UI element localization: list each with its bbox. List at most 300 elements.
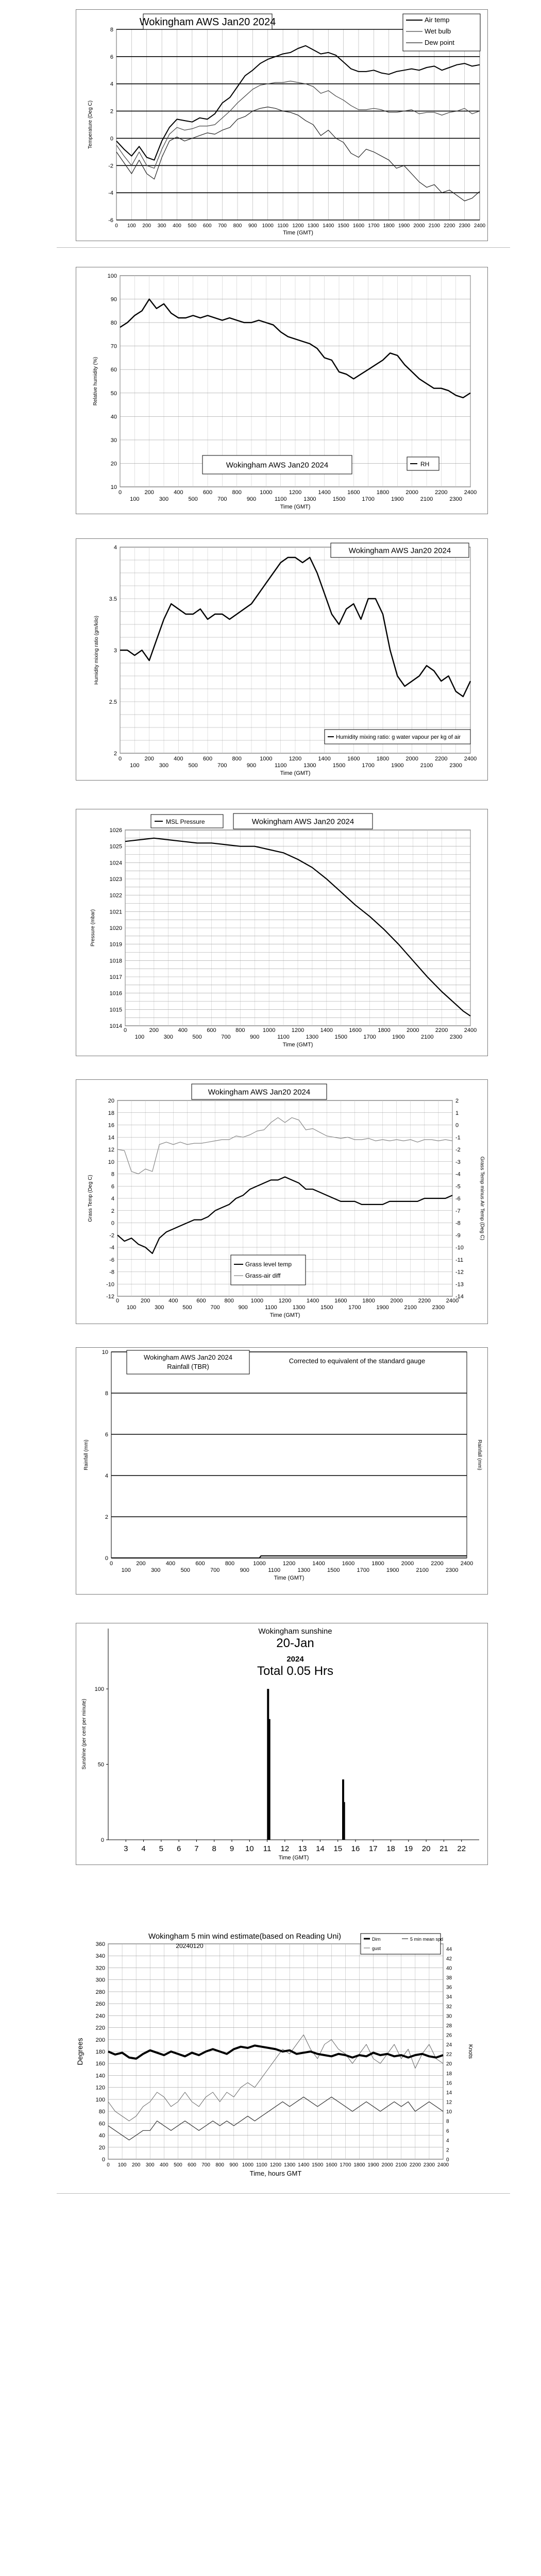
- y-tick-label: -6: [455, 1196, 461, 1202]
- x-tick-label: 18: [386, 1844, 395, 1853]
- legend-label: Wet bulb: [425, 27, 451, 35]
- chart-title: Wokingham AWS Jan20 2024: [226, 461, 329, 470]
- wind-chart-panel: [57, 1929, 484, 2187]
- x-tick-label: 1600: [347, 489, 360, 496]
- y-tick-label: 90: [110, 296, 117, 303]
- rainfall-chart-panel: [76, 1347, 488, 1595]
- x-tick-label: 900: [238, 1304, 248, 1311]
- x-tick-label: 2200: [435, 1027, 448, 1033]
- x-tick-label: 1400: [318, 756, 331, 762]
- x-tick-label: 1000: [242, 2162, 253, 2168]
- y-tick-label: -12: [455, 1269, 464, 1276]
- y-tick-label-right: 12: [446, 2099, 452, 2106]
- x-tick-label: 700: [210, 1567, 220, 1573]
- y-tick-label-right: 42: [446, 1956, 452, 1962]
- y-tick-label-right: 0: [446, 2157, 449, 2163]
- y-tick-label: 80: [98, 2109, 105, 2115]
- y-tick-label: 4: [110, 81, 113, 88]
- y-tick-label: 2.5: [109, 699, 117, 705]
- y-tick-label: 1026: [109, 827, 122, 834]
- x-tick-label: 1800: [376, 489, 390, 496]
- x-tick-label: 1600: [347, 756, 360, 762]
- x-tick-label: 500: [182, 1304, 192, 1311]
- x-tick-label: 1000: [262, 1027, 276, 1033]
- y-tick-label: -8: [455, 1220, 461, 1227]
- y-tick-label: 0: [102, 2157, 105, 2163]
- x-tick-label: 2100: [395, 2162, 407, 2168]
- y-tick-label: 60: [98, 2121, 105, 2127]
- x-tick-label: 700: [217, 762, 227, 769]
- sunshine-bar: [268, 1719, 270, 1840]
- y-tick-label: 2: [455, 1098, 459, 1104]
- y-tick-label: 2: [110, 108, 113, 115]
- y-tick-label-right: 44: [446, 1946, 452, 1953]
- y-tick-label-right: 38: [446, 1975, 452, 1981]
- y-tick-label: 20: [98, 2144, 105, 2151]
- chart-title: Wokingham AWS Jan20 2024: [139, 16, 276, 28]
- x-tick-label: 300: [159, 496, 169, 502]
- x-tick-label: 2000: [401, 1561, 414, 1567]
- humidity-chart: [76, 267, 487, 514]
- y-tick-label: -2: [108, 163, 113, 170]
- chart-subtitle: 20240120: [176, 1942, 204, 1950]
- y-tick-label: 1014: [109, 1023, 122, 1029]
- x-tick-label: 700: [221, 1034, 231, 1040]
- pressure-chart: [76, 809, 487, 1056]
- y-axis-label: Sunshine (per cent per minute): [81, 1699, 87, 1770]
- x-tick-label: 1500: [332, 496, 346, 502]
- y-tick-label: 70: [110, 343, 117, 350]
- x-axis-label: Time (GMT): [274, 1575, 305, 1581]
- y-tick-label-right: 16: [446, 2080, 452, 2087]
- y-tick-label: 60: [110, 367, 117, 374]
- y-tick-label: 1019: [109, 941, 122, 948]
- legend-label: Dirn: [372, 1937, 381, 1942]
- x-tick-label: 0: [118, 489, 122, 496]
- x-tick-label: 300: [163, 1034, 173, 1040]
- y-tick-label: 1016: [109, 990, 122, 997]
- grass-temp-chart-panel: [76, 1079, 488, 1324]
- x-axis-label: Time (GMT): [283, 230, 313, 236]
- temperature-chart-panel: [76, 9, 488, 241]
- x-tick-label: 1400: [298, 2162, 310, 2168]
- y-tick-label: 100: [107, 273, 117, 279]
- y-tick-label: 1023: [109, 876, 122, 883]
- x-tick-label: 2300: [449, 762, 462, 769]
- sunshine-chart: [76, 1623, 487, 1865]
- y-tick-label: 1: [455, 1110, 459, 1116]
- y-tick-label: 280: [95, 1989, 105, 1995]
- y-tick-label: 50: [110, 390, 117, 397]
- x-tick-label: 100: [134, 1034, 145, 1040]
- x-tick-label: 1300: [303, 496, 316, 502]
- y-tick-label: 4: [105, 1473, 108, 1479]
- y-tick-label: 360: [95, 1941, 105, 1947]
- y-tick-label: 12: [108, 1147, 114, 1153]
- x-tick-label: 200: [149, 1027, 159, 1033]
- x-tick-label: 2200: [435, 489, 448, 496]
- x-tick-label: 1800: [371, 1561, 384, 1567]
- chart-date: 20-Jan: [276, 1636, 314, 1650]
- sunshine-chart-panel: [76, 1623, 488, 1865]
- x-tick-label: 200: [131, 2162, 141, 2168]
- x-tick-label: 1700: [362, 762, 375, 769]
- pressure-chart-panel: [76, 809, 488, 1056]
- y-tick-label: 18: [108, 1110, 114, 1116]
- x-tick-label: 900: [248, 223, 257, 229]
- x-tick-label: 1500: [327, 1567, 340, 1573]
- x-tick-label: 1300: [297, 1567, 310, 1573]
- y-tick-label: -4: [109, 1245, 114, 1251]
- x-tick-label: 1700: [363, 1034, 376, 1040]
- y-tick-label: 1018: [109, 958, 122, 964]
- x-tick-label: 600: [202, 756, 213, 762]
- x-tick-label: 1200: [292, 223, 304, 229]
- x-tick-label: 1200: [289, 489, 302, 496]
- x-tick-label: 200: [136, 1561, 146, 1567]
- x-tick-label: 500: [188, 762, 198, 769]
- x-tick-label: 1600: [352, 223, 365, 229]
- x-tick-label: 600: [195, 1561, 205, 1567]
- y-tick-label: -1: [455, 1134, 461, 1141]
- y-tick-label: 8: [105, 1391, 108, 1397]
- x-tick-label: 500: [192, 1034, 202, 1040]
- x-tick-label: 200: [144, 489, 154, 496]
- x-tick-label: 2200: [418, 1298, 431, 1304]
- x-tick-label: 2200: [444, 223, 455, 229]
- y-tick-label-right: 2: [446, 2147, 449, 2154]
- x-axis-label: Time (GMT): [282, 1042, 313, 1048]
- y-tick-label: 1020: [109, 925, 122, 931]
- chart-year: 2024: [286, 1655, 304, 1664]
- y-tick-label: -7: [455, 1208, 461, 1214]
- chart-title: Wokingham AWS Jan20 2024: [251, 817, 354, 826]
- x-tick-label: 800: [224, 1298, 234, 1304]
- x-tick-label: 4: [141, 1844, 146, 1853]
- y-tick-label: 40: [98, 2132, 105, 2139]
- x-tick-label: 900: [246, 496, 257, 502]
- x-tick-label: 1900: [391, 496, 404, 502]
- x-tick-label: 1900: [391, 762, 404, 769]
- y-tick-label: 10: [108, 1159, 114, 1165]
- x-tick-label: 1300: [306, 1034, 319, 1040]
- y-tick-label: 3: [113, 648, 117, 654]
- y-tick-label: 140: [95, 2073, 105, 2079]
- legend-label: Grass level temp: [245, 1261, 292, 1268]
- x-tick-label: 200: [142, 223, 151, 229]
- y-tick-label: 340: [95, 1953, 105, 1960]
- x-tick-label: 1600: [334, 1298, 347, 1304]
- x-tick-label: 2300: [459, 223, 470, 229]
- y-tick-label: -4: [455, 1171, 461, 1178]
- legend-label: 5 min mean spd: [410, 1937, 444, 1942]
- sunshine-bar: [343, 1802, 345, 1840]
- x-tick-label: 17: [368, 1844, 378, 1853]
- y-tick-label: 320: [95, 1965, 105, 1972]
- x-tick-label: 2300: [446, 1567, 459, 1573]
- y-tick-label-right: 32: [446, 2004, 452, 2010]
- x-tick-label: 700: [210, 1304, 220, 1311]
- x-tick-label: 20: [421, 1844, 431, 1853]
- wind-chart: [57, 1929, 484, 2187]
- chart-title: Wokingham AWS Jan20 2024: [348, 546, 451, 555]
- y-tick-label: -5: [455, 1183, 461, 1190]
- y-tick-label-right: 8: [446, 2119, 449, 2125]
- x-tick-label: 1100: [277, 223, 289, 229]
- y-axis-label: Grass Temp (Deg C): [88, 1175, 93, 1222]
- y-tick-label: 100: [95, 2096, 105, 2103]
- y-tick-label-right: 40: [446, 1965, 452, 1972]
- x-tick-label: 500: [188, 496, 198, 502]
- x-tick-label: 2000: [405, 756, 418, 762]
- x-tick-label: 1500: [312, 2162, 324, 2168]
- x-tick-label: 15: [333, 1844, 343, 1853]
- y-tick-label: 240: [95, 2013, 105, 2020]
- x-tick-label: 2100: [420, 496, 433, 502]
- x-tick-label: 2300: [423, 2162, 435, 2168]
- y-tick-label: 1022: [109, 892, 122, 899]
- y-tick-label-right: 28: [446, 2023, 452, 2029]
- x-tick-label: 1300: [303, 762, 316, 769]
- x-tick-label: 14: [316, 1844, 325, 1853]
- x-tick-label: 1800: [376, 756, 390, 762]
- x-tick-label: 22: [457, 1844, 466, 1853]
- x-tick-label: 1600: [342, 1561, 355, 1567]
- x-tick-label: 800: [235, 1027, 245, 1033]
- x-tick-label: 2000: [381, 2162, 393, 2168]
- y-tick-label: -6: [108, 217, 113, 224]
- y-tick-label: 80: [110, 320, 117, 327]
- x-tick-label: 2100: [421, 1034, 434, 1040]
- y-tick-label: -2: [109, 1232, 114, 1239]
- y-tick-label: -13: [455, 1281, 464, 1288]
- x-tick-label: 0: [109, 1561, 113, 1567]
- y-tick-label: 0: [455, 1122, 459, 1129]
- y-tick-label: 300: [95, 1977, 105, 1984]
- x-tick-label: 900: [229, 2162, 239, 2168]
- x-tick-label: 1800: [362, 1298, 375, 1304]
- y-tick-label: 0: [100, 1837, 104, 1843]
- x-tick-label: 1900: [376, 1304, 389, 1311]
- y-tick-label: -14: [455, 1294, 464, 1300]
- humidity-chart-panel: [76, 267, 488, 514]
- x-tick-label: 1000: [253, 1561, 266, 1567]
- x-tick-label: 19: [404, 1844, 413, 1853]
- x-tick-label: 1100: [277, 1034, 290, 1040]
- y-tick-label: 10: [110, 484, 117, 490]
- x-tick-label: 500: [174, 2162, 182, 2168]
- x-tick-label: 2300: [449, 1034, 463, 1040]
- chart-title: Wokingham AWS Jan20 2024: [208, 1088, 311, 1097]
- x-tick-label: 1500: [332, 762, 346, 769]
- x-tick-label: 600: [196, 1298, 206, 1304]
- y-tick-label-right: 36: [446, 1985, 452, 1991]
- y-tick-label: -2: [455, 1147, 461, 1153]
- y-tick-label: -9: [455, 1232, 461, 1239]
- x-tick-label: 400: [178, 1027, 188, 1033]
- x-tick-label: 1100: [256, 2162, 267, 2168]
- mixing-ratio-chart-panel: [76, 538, 488, 781]
- x-tick-label: 2400: [460, 1561, 474, 1567]
- y-axis-label: Degrees: [76, 2038, 84, 2065]
- x-tick-label: 500: [180, 1567, 190, 1573]
- x-tick-label: 300: [159, 762, 169, 769]
- y-tick-label: -4: [108, 190, 113, 197]
- x-tick-label: 1600: [349, 1027, 362, 1033]
- x-tick-label: 1100: [274, 762, 287, 769]
- y-tick-label: 1017: [109, 974, 122, 980]
- chart-title: Wokingham sunshine: [258, 1627, 332, 1636]
- legend-label: Air temp: [425, 16, 450, 24]
- x-axis-label: Time (GMT): [280, 770, 311, 776]
- y-tick-label: 20: [110, 461, 117, 467]
- mixing-ratio-chart: [76, 539, 487, 780]
- x-tick-label: 1200: [289, 756, 302, 762]
- x-tick-label: 300: [155, 1304, 164, 1311]
- y-tick-label-right: 14: [446, 2090, 452, 2096]
- x-tick-label: 1800: [383, 223, 395, 229]
- y-tick-label: 2: [111, 1208, 114, 1214]
- y-axis-label: Humidity mixing ratio (gm/kilo): [94, 616, 99, 685]
- x-tick-label: 600: [207, 1027, 216, 1033]
- chart-total: Total 0.05 Hrs: [257, 1664, 334, 1678]
- y-tick-label: 30: [110, 437, 117, 444]
- x-tick-label: 2400: [464, 756, 477, 762]
- y-axis-label: Rainfall (mm): [83, 1439, 89, 1470]
- y-tick-label: 0: [110, 135, 113, 142]
- y-tick-label: -6: [109, 1257, 114, 1263]
- y-tick-label: 6: [110, 54, 113, 60]
- legend-label: Grass-air diff: [245, 1272, 281, 1279]
- separator: [57, 2193, 510, 2194]
- x-tick-label: 2000: [390, 1298, 403, 1304]
- x-tick-label: 8: [212, 1844, 216, 1853]
- x-tick-label: 1500: [320, 1304, 333, 1311]
- x-tick-label: 2400: [437, 2162, 449, 2168]
- y-tick-label: 2: [113, 751, 117, 757]
- x-tick-label: 300: [157, 223, 166, 229]
- chart-title: Wokingham 5 min wind estimate(based on Reading Uni): [148, 1932, 342, 1941]
- x-tick-label: 600: [188, 2162, 196, 2168]
- y-tick-label: 8: [111, 1171, 114, 1178]
- x-tick-label: 1100: [268, 1567, 281, 1573]
- x-tick-label: 700: [201, 2162, 210, 2168]
- x-tick-label: 1000: [250, 1298, 264, 1304]
- x-tick-label: 400: [173, 223, 181, 229]
- x-tick-label: 1300: [307, 223, 319, 229]
- x-tick-label: 12: [280, 1844, 290, 1853]
- x-tick-label: 2300: [449, 496, 462, 502]
- x-tick-label: 1100: [265, 1304, 277, 1311]
- x-tick-label: 800: [225, 1561, 235, 1567]
- legend-box: [231, 1255, 306, 1285]
- x-tick-label: 10: [245, 1844, 254, 1853]
- x-tick-label: 0: [123, 1027, 127, 1033]
- y-tick-label-right: 30: [446, 2013, 452, 2020]
- y-tick-label: 20: [108, 1098, 114, 1104]
- x-tick-label: 1000: [262, 223, 274, 229]
- x-tick-label: 300: [145, 2162, 155, 2168]
- rainfall-chart: [76, 1348, 487, 1594]
- x-tick-label: 100: [121, 1567, 131, 1573]
- x-tick-label: 1100: [274, 496, 287, 502]
- y-tick-label: 0: [105, 1555, 108, 1562]
- x-tick-label: 1400: [320, 1027, 333, 1033]
- x-tick-label: 1700: [357, 1567, 369, 1573]
- y-axis-label-right: Knots: [467, 2044, 474, 2059]
- x-tick-label: 11: [263, 1844, 272, 1853]
- x-tick-label: 100: [126, 1304, 137, 1311]
- y-tick-label: 100: [94, 1686, 104, 1693]
- x-tick-label: 1800: [353, 2162, 365, 2168]
- y-axis-label: Temperature (Deg C): [88, 100, 93, 149]
- x-tick-label: 1300: [292, 1304, 306, 1311]
- y-tick-label: 8: [110, 27, 113, 33]
- y-tick-label: 1015: [109, 1007, 122, 1013]
- x-tick-label: 800: [232, 489, 242, 496]
- y-tick-label-right: 4: [446, 2138, 449, 2144]
- x-tick-label: 1400: [323, 223, 334, 229]
- x-tick-label: 0: [115, 1298, 120, 1304]
- x-tick-label: 2400: [474, 223, 486, 229]
- x-axis-label: Time (GMT): [278, 1855, 309, 1861]
- x-tick-label: 1000: [260, 756, 273, 762]
- x-tick-label: 800: [215, 2162, 225, 2168]
- plot-area: [111, 1352, 467, 1558]
- x-tick-label: 2200: [409, 2162, 421, 2168]
- x-tick-label: 200: [140, 1298, 150, 1304]
- x-tick-label: 1700: [368, 223, 380, 229]
- y-tick-label: 1025: [109, 843, 122, 850]
- x-tick-label: 1400: [312, 1561, 325, 1567]
- x-tick-label: 21: [439, 1844, 448, 1853]
- y-tick-label-right: 26: [446, 2032, 452, 2039]
- x-tick-label: 2200: [431, 1561, 444, 1567]
- x-tick-label: 400: [174, 489, 183, 496]
- y-tick-label-right: 18: [446, 2071, 452, 2077]
- y-tick-label: 10: [102, 1349, 108, 1355]
- chart-title: Wokingham AWS Jan20 2024: [144, 1353, 232, 1361]
- x-tick-label: 1200: [269, 2162, 282, 2168]
- y-tick-label: 40: [110, 414, 117, 420]
- x-tick-label: 2100: [428, 223, 440, 229]
- x-tick-label: 1400: [306, 1298, 319, 1304]
- y-tick-label: 120: [95, 2084, 105, 2091]
- x-tick-label: 100: [130, 496, 140, 502]
- x-tick-label: 1900: [386, 1567, 399, 1573]
- y-tick-label: 1024: [109, 860, 122, 867]
- x-tick-label: 1600: [326, 2162, 337, 2168]
- y-tick-label: 50: [97, 1761, 104, 1768]
- x-tick-label: 2100: [420, 762, 433, 769]
- x-tick-label: 100: [127, 223, 136, 229]
- y-axis-label-right: Grass Temp minus Air Temp (Deg C): [479, 1156, 485, 1241]
- y-tick-label-right: 10: [446, 2109, 452, 2115]
- x-tick-label: 400: [165, 1561, 176, 1567]
- y-tick-label: -11: [455, 1257, 464, 1263]
- x-tick-label: 2400: [446, 1298, 459, 1304]
- x-tick-label: 3: [124, 1844, 128, 1853]
- x-tick-label: 1500: [334, 1034, 347, 1040]
- x-tick-label: 700: [218, 223, 227, 229]
- y-tick-label: 200: [95, 2037, 105, 2043]
- x-tick-label: 2000: [413, 223, 425, 229]
- x-tick-label: 7: [194, 1844, 199, 1853]
- x-tick-label: 1700: [362, 496, 375, 502]
- y-tick-label: 6: [111, 1183, 114, 1190]
- y-axis-label: Pressure (mbar): [90, 909, 96, 947]
- y-axis-label: Relative humidity (%): [93, 357, 98, 406]
